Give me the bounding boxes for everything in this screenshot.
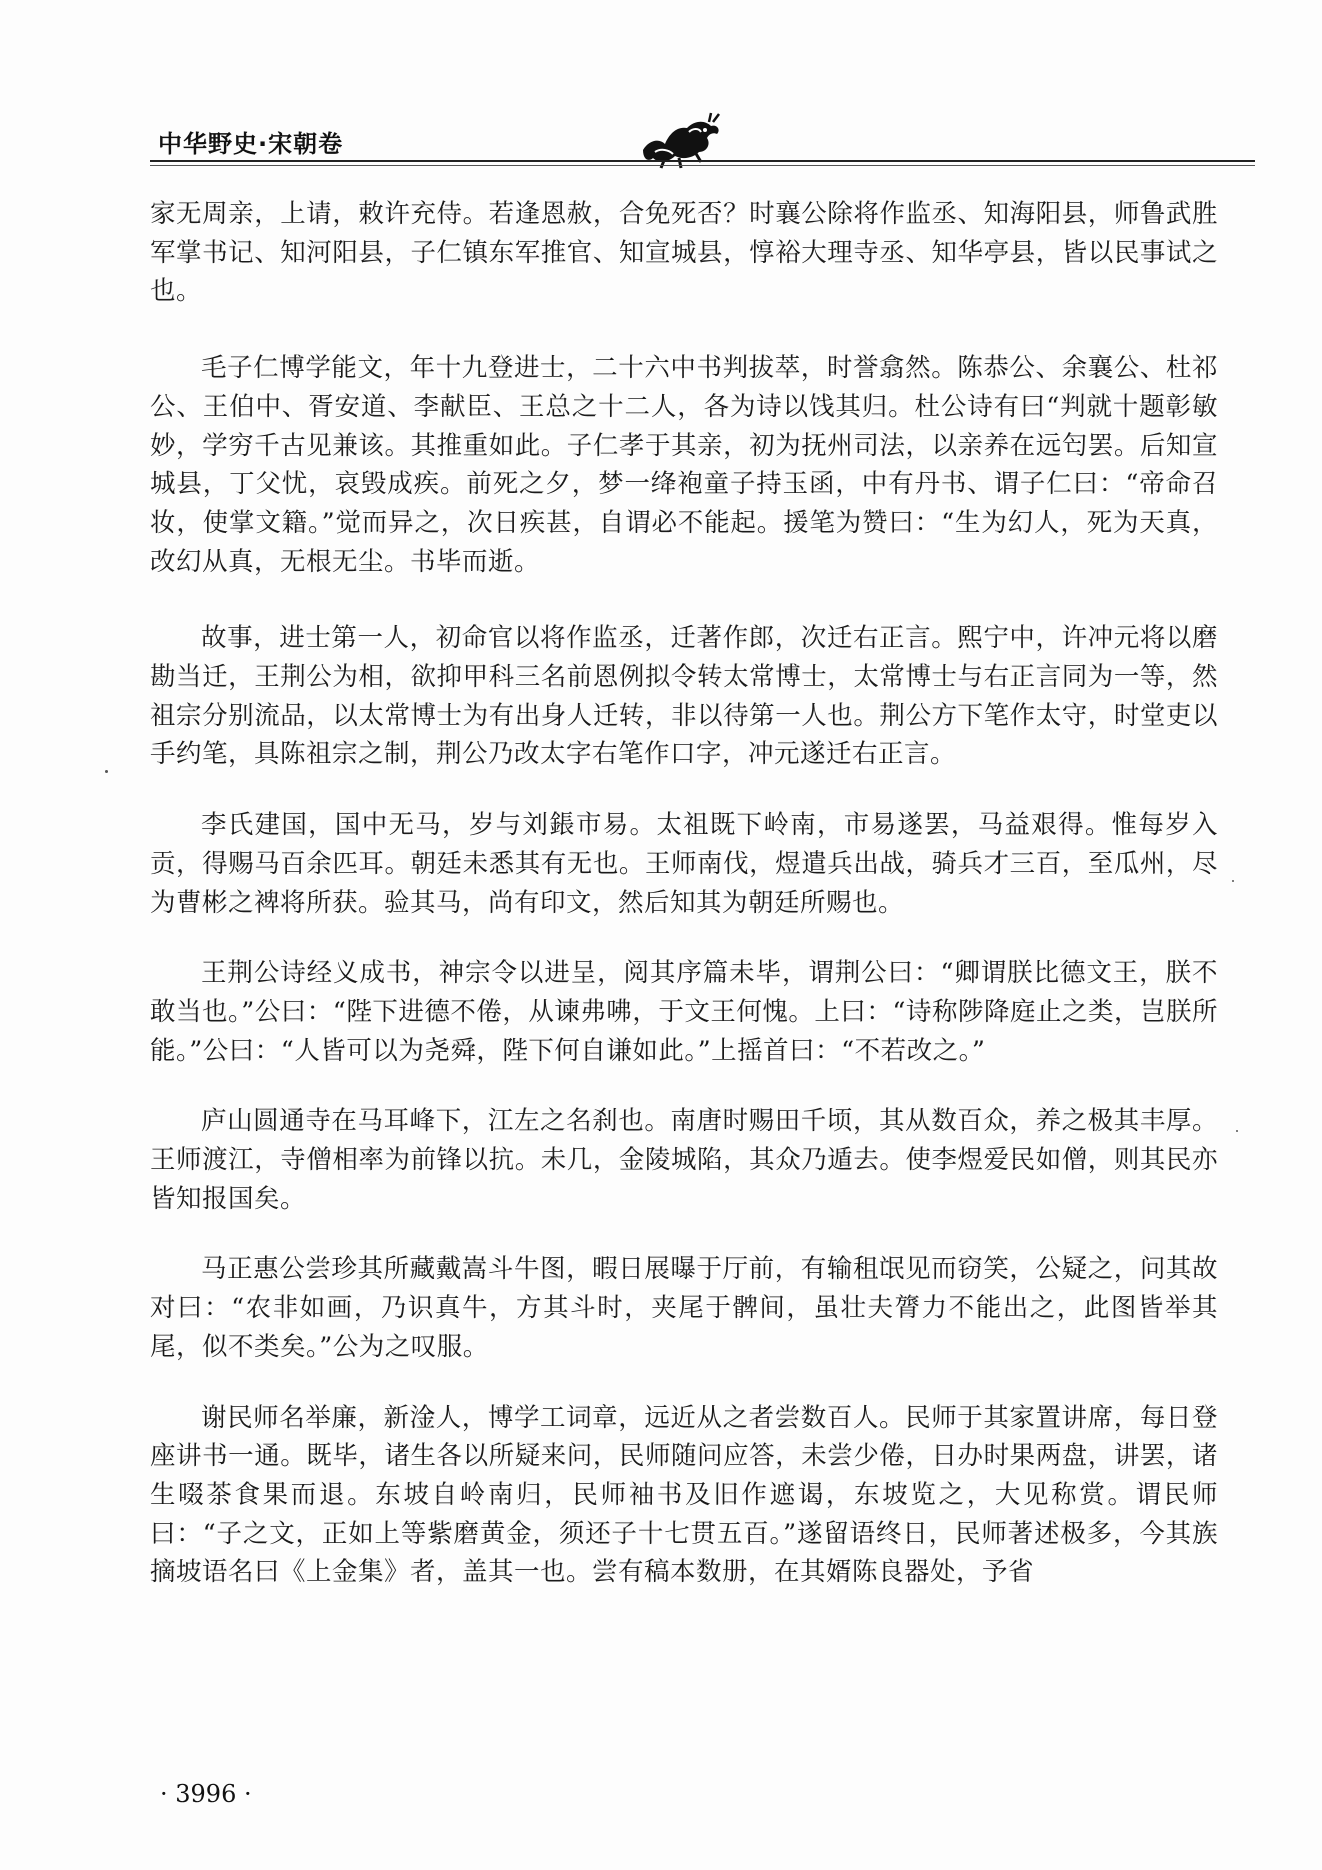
scan-speck: [1232, 880, 1234, 882]
running-header-title: 中华野史·宋朝卷: [158, 130, 344, 158]
body-text: [150, 195, 1218, 1592]
header-rule: [150, 160, 1255, 162]
running-header: [150, 110, 1260, 180]
paragraph-8: 谢民师名举廉，新淦人，博学工词章，远近从之者尝数百人。民师于其家置讲席，每日登座讲书一通。既毕，诸生各以所疑来问，民师随问应答，未尝少倦，日办时果两盘，讲罢，诸生啜茶食果而退。东坡自岭南归，民师袖书及旧作遮谒，东坡览之，大见称赏。谓民师曰：“子之文，正如上等紫磨黄金，须还子十七贯五百。”遂留语终日，民师著述极多，今其族摘坡语名曰《上金集》者，盖其一也。尝有稿本数册，在其婿陈良器处，予省: [150, 1402, 1218, 1588]
header-rule-thin: [150, 165, 1255, 166]
paragraph-4: 李氏建国，国中无马，岁与刘鋹市易。太祖既下岭南，市易遂罢，马益艰得。惟每岁入贡，得赐马百余匹耳。朝廷未悉其有无也。王师南伐，煜遣兵出战，骑兵才三百，至瓜州，尽为曹彬之裨将所获。验其马，尚有印文，然后知其为朝廷所赐也。: [150, 810, 1218, 918]
paragraph-3: 故事，进士第一人，初命官以将作监丞，迁著作郎，次迁右正言。熙宁中，许冲元将以磨勘当迁，王荆公为相，欲抑甲科三名前恩例拟令转太常博士，太常博士与右正言同为一等，然祖宗分别流品，以太常博士为有出身人迁转，非以待第一人也。荆公方下笔作太守，时堂吏以手约笔，具陈祖宗之制，荆公乃改太字右笔作口字，冲元遂迁右正言。: [150, 623, 1218, 770]
paragraph-1: 家无周亲，上请，敕许充侍。若逢恩赦，合免死否？时襄公除将作监丞、知海阳县，师鲁武胜军掌书记、知河阳县，子仁镇东军推官、知宣城县，惇裕大理寺丞、知华亭县，皆以民事试之也。: [150, 199, 1218, 307]
page-number: · 3996 ·: [160, 1780, 252, 1808]
paragraph-7: 马正惠公尝珍其所藏戴嵩斗牛图，暇日展曝于厅前，有输租氓见而窃笑，公疑之，问其故对曰：“农非如画，乃识真牛，方其斗时，夹尾于髀间，虽壮夫膂力不能出之，此图皆举其尾，似不类矣。”公为之叹服。: [150, 1254, 1218, 1362]
paragraph-6: 庐山圆通寺在马耳峰下，江左之名刹也。南唐时赐田千顷，其从数百众，养之极其丰厚。王师渡江，寺僧相率为前锋以抗。未几，金陵城陷，其众乃遁去。使李煜爱民如僧，则其民亦皆知报国矣。: [150, 1106, 1218, 1214]
paragraph-5: 王荆公诗经义成书，神宗令以进呈，阅其序篇未毕，谓荆公曰：“卿谓朕比德文王，朕不敢当也。”公曰：“陛下进德不倦，从谏弗咈，于文王何愧。上曰：“诗称陟降庭止之类，岂朕所能。”公曰：“人皆可以为尧舜，陛下何自谦如此。”上摇首曰：“不若改之。”: [150, 958, 1218, 1066]
scan-speck: [1236, 1130, 1238, 1132]
dragon-emblem-icon: [635, 110, 725, 172]
paragraph-2: 毛子仁博学能文，年十九登进士，二十六中书判拔萃，时誉翕然。陈恭公、余襄公、杜祁公、王伯中、胥安道、李献臣、王总之十二人，各为诗以饯其归。杜公诗有曰“判就十题彰敏妙，学穷千古见兼该。其推重如此。子仁孝于其亲，初为抚州司法，以亲养在远匄罢。后知宣城县，丁父忧，哀毁成疾。前死之夕，梦一绛袍童子持玉函，中有丹书、谓子仁曰：“帝命召妆，使掌文籍。”觉而异之，次日疾甚，自谓必不能起。援笔为赞曰：“生为幻人，死为天真，改幻从真，无根无尘。书毕而逝。: [150, 353, 1218, 577]
scan-speck: [105, 770, 108, 773]
